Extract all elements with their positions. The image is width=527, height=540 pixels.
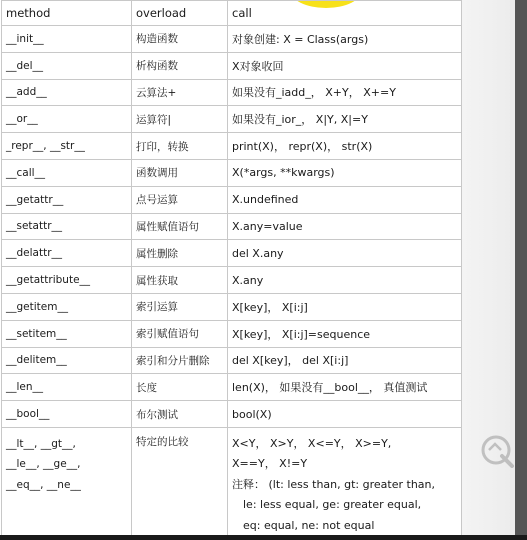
- table-row: [2, 401, 462, 428]
- call-line: X==Y， X!=Y: [232, 457, 308, 471]
- method-cell: __or__: [2, 106, 132, 133]
- method-line: __lt__, __gt__,: [6, 437, 76, 450]
- overload-cell: 属性获取: [132, 267, 228, 294]
- overload-cell: 属性赋值语句: [132, 213, 228, 240]
- call-cell: len(X)， 如果没有__bool__， 真值测试: [228, 374, 462, 401]
- table-row: [2, 347, 462, 374]
- bottom-edge-bar: [0, 535, 527, 540]
- call-cell: bool(X): [228, 401, 462, 428]
- method-cell: __delattr__: [2, 240, 132, 267]
- overload-cell: 索引和分片删除: [132, 347, 228, 374]
- table-row: [2, 267, 462, 294]
- call-cell: X.any: [228, 267, 462, 294]
- method-cell: __del__: [2, 52, 132, 79]
- table-row: [2, 79, 462, 106]
- call-line: X<Y， X>Y， X<=Y， X>=Y,: [232, 436, 392, 450]
- overload-cell: 打印，转换: [132, 133, 228, 160]
- method-cell: __add__: [2, 79, 132, 106]
- call-cell: X.undefined: [228, 186, 462, 213]
- table-row: [2, 293, 462, 320]
- table-row: [2, 240, 462, 267]
- method-cell: __call__: [2, 159, 132, 186]
- call-cell: X对象收回: [228, 52, 462, 79]
- overload-cell: 索引运算: [132, 293, 228, 320]
- table-row: [2, 159, 462, 186]
- method-cell: __init__: [2, 26, 132, 53]
- call-cell: del X[key]， del X[i:j]: [228, 347, 462, 374]
- table-row: [2, 26, 462, 53]
- overload-cell: 索引赋值语句: [132, 320, 228, 347]
- overload-cell: 云算法+: [132, 79, 228, 106]
- table-row: [2, 52, 462, 79]
- call-line-note: eq: equal, ne: not equal: [243, 518, 375, 532]
- header-method: method: [2, 1, 132, 26]
- call-cell: 如果没有_ior_， X|Y, X|=Y: [228, 106, 462, 133]
- method-cell: __setattr__: [2, 213, 132, 240]
- overload-methods-table: [1, 0, 462, 537]
- method-cell: [2, 427, 132, 537]
- call-cell: print(X)， repr(X)， str(X): [228, 133, 462, 160]
- table-row: [2, 186, 462, 213]
- overload-cell: 特定的比较: [132, 427, 228, 537]
- method-cell: __bool__: [2, 401, 132, 428]
- overload-cell: 运算符|: [132, 106, 228, 133]
- method-cell: __len__: [2, 374, 132, 401]
- header-call: call: [228, 1, 462, 26]
- overload-cell: 析构函数: [132, 52, 228, 79]
- method-line: __le__, __ge__,: [6, 458, 81, 471]
- call-cell: 对象创建: X = Class(args): [228, 26, 462, 53]
- table-header-row: [2, 1, 462, 26]
- overload-cell: 布尔测试: [132, 401, 228, 428]
- table-row-comparison: [2, 427, 462, 537]
- method-line: __eq__, __ne__: [6, 478, 81, 491]
- method-cell: __getattribute__: [2, 267, 132, 294]
- header-overload: overload: [132, 1, 228, 26]
- table-row: [2, 374, 462, 401]
- method-cell: __delitem__: [2, 347, 132, 374]
- call-cell: X(*args, **kwargs): [228, 159, 462, 186]
- method-cell: __getitem__: [2, 293, 132, 320]
- call-cell: [228, 427, 462, 537]
- call-line-note: 注释： (lt: less than, gt: greater than,: [232, 477, 435, 491]
- table-row: [2, 213, 462, 240]
- call-cell: X.any=value: [228, 213, 462, 240]
- method-cell: __getattr__: [2, 186, 132, 213]
- method-cell: __setitem__: [2, 320, 132, 347]
- overload-cell: 构造函数: [132, 26, 228, 53]
- watermark-logo-icon: [478, 432, 518, 472]
- table-row: [2, 133, 462, 160]
- overload-cell: 函数调用: [132, 159, 228, 186]
- call-cell: 如果没有_iadd_， X+Y， X+=Y: [228, 79, 462, 106]
- overload-cell: 属性删除: [132, 240, 228, 267]
- method-cell: _repr__, __str__: [2, 133, 132, 160]
- table-row: [2, 320, 462, 347]
- table-row: [2, 106, 462, 133]
- call-cell: X[key]， X[i:j]: [228, 293, 462, 320]
- overload-cell: 长度: [132, 374, 228, 401]
- call-line-note: le: less equal, ge: greater equal,: [243, 498, 422, 512]
- overload-cell: 点号运算: [132, 186, 228, 213]
- call-cell: X[key]， X[i:j]=sequence: [228, 320, 462, 347]
- call-cell: del X.any: [228, 240, 462, 267]
